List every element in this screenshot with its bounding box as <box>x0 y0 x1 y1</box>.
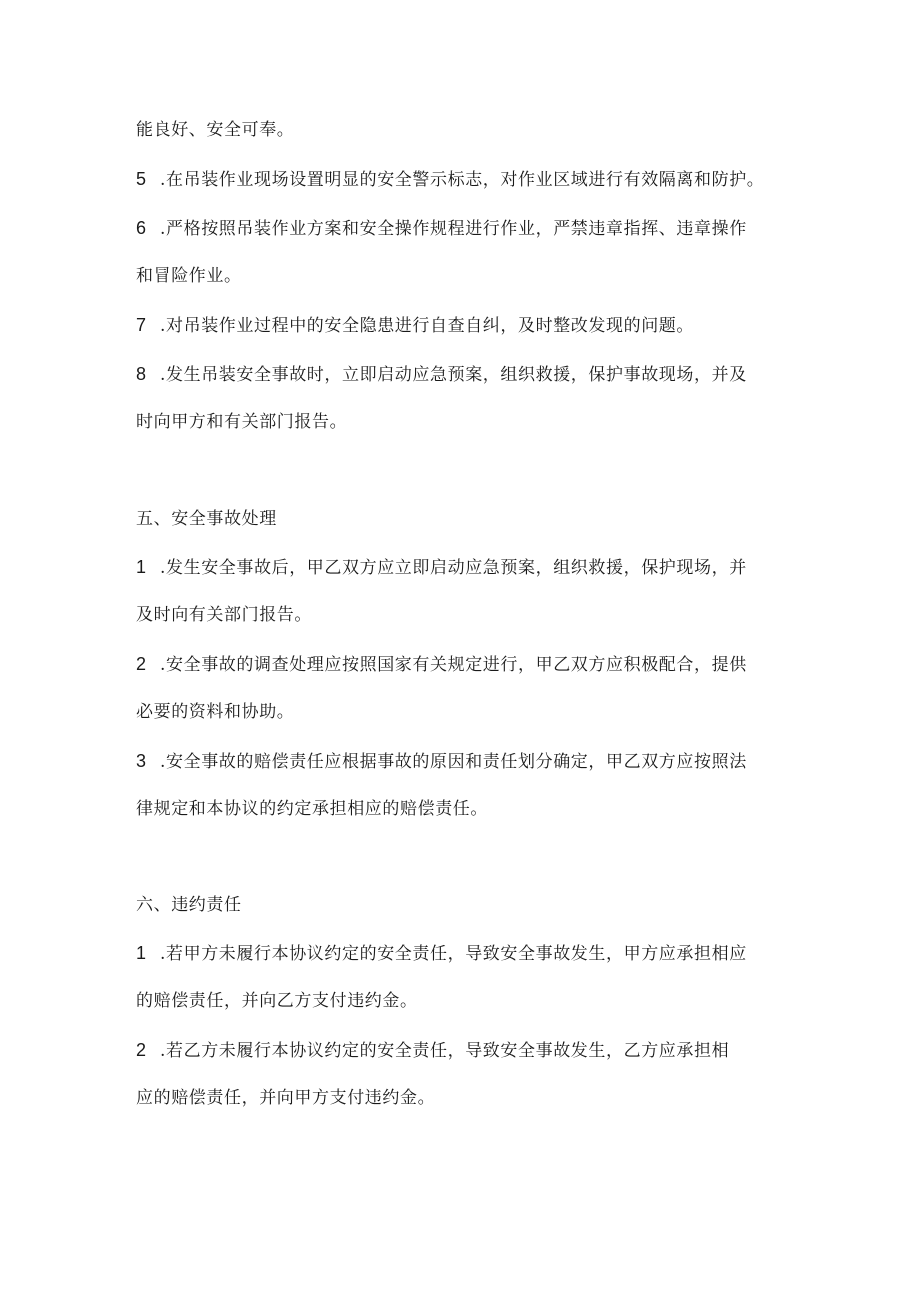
item-text-continuation: 及时向有关部门报告。 <box>136 605 312 625</box>
item-number: 7 <box>136 315 147 335</box>
item-number: 3 <box>136 751 147 771</box>
list-item <box>136 555 747 580</box>
section-heading: 六、违约责任 <box>136 895 242 915</box>
list-item-5 <box>136 167 764 192</box>
list-item <box>136 941 747 966</box>
item-number: 8 <box>136 364 147 384</box>
item-text-continuation: 必要的资料和协助。 <box>136 702 295 722</box>
list-item <box>136 749 747 774</box>
item-text: .若乙方未履行本协议约定的安全责任，导致安全事故发生，乙方应承担相 <box>160 1041 730 1061</box>
item-text: .在吊装作业现场设置明显的安全警示标志，对作业区域进行有效隔离和防护。 <box>160 170 765 190</box>
list-item-8 <box>136 362 747 387</box>
item-number: 6 <box>136 218 147 238</box>
list-item <box>136 1038 729 1063</box>
item-text: .安全事故的赔偿责任应根据事故的原因和责任划分确定，甲乙双方应按照法 <box>160 752 747 772</box>
list-item-7 <box>136 313 694 338</box>
item-number: 5 <box>136 169 147 189</box>
item-text: .发生吊装安全事故时，立即启动应急预案，组织救援，保护事故现场，并及 <box>160 365 747 385</box>
list-item <box>136 652 747 677</box>
item-text: .对吊装作业过程中的安全隐患进行自查自纠，及时整改发现的问题。 <box>160 316 695 336</box>
item-number: 1 <box>136 557 147 577</box>
item-text: .安全事故的调查处理应按照国家有关规定进行，甲乙双方应积极配合，提供 <box>160 655 747 675</box>
item-text: .严格按照吊装作业方案和安全操作规程进行作业，严禁违章指挥、违章操作 <box>160 219 747 239</box>
item-number: 2 <box>136 1040 147 1060</box>
item-text-continuation: 的赔偿责任，并向乙方支付违约金。 <box>136 991 418 1011</box>
section-heading: 五、安全事故处理 <box>136 509 277 529</box>
item-text: .若甲方未履行本协议约定的安全责任，导致安全事故发生，甲方应承担相应 <box>160 944 747 964</box>
item-text-continuation: 应的赔偿责任，并向甲方支付违约金。 <box>136 1088 436 1108</box>
item-text-continuation: 和冒险作业。 <box>136 266 242 286</box>
continuation-text: 能良好、安全可奉。 <box>136 120 295 140</box>
item-number: 1 <box>136 943 147 963</box>
item-text-continuation: 律规定和本协议的约定承担相应的赔偿责任。 <box>136 799 488 819</box>
item-text: .发生安全事故后，甲乙双方应立即启动应急预案，组织救援，保护现场，并 <box>160 558 747 578</box>
item-number: 2 <box>136 654 147 674</box>
item-text-continuation: 时向甲方和有关部门报告。 <box>136 412 348 432</box>
list-item-6 <box>136 216 747 241</box>
